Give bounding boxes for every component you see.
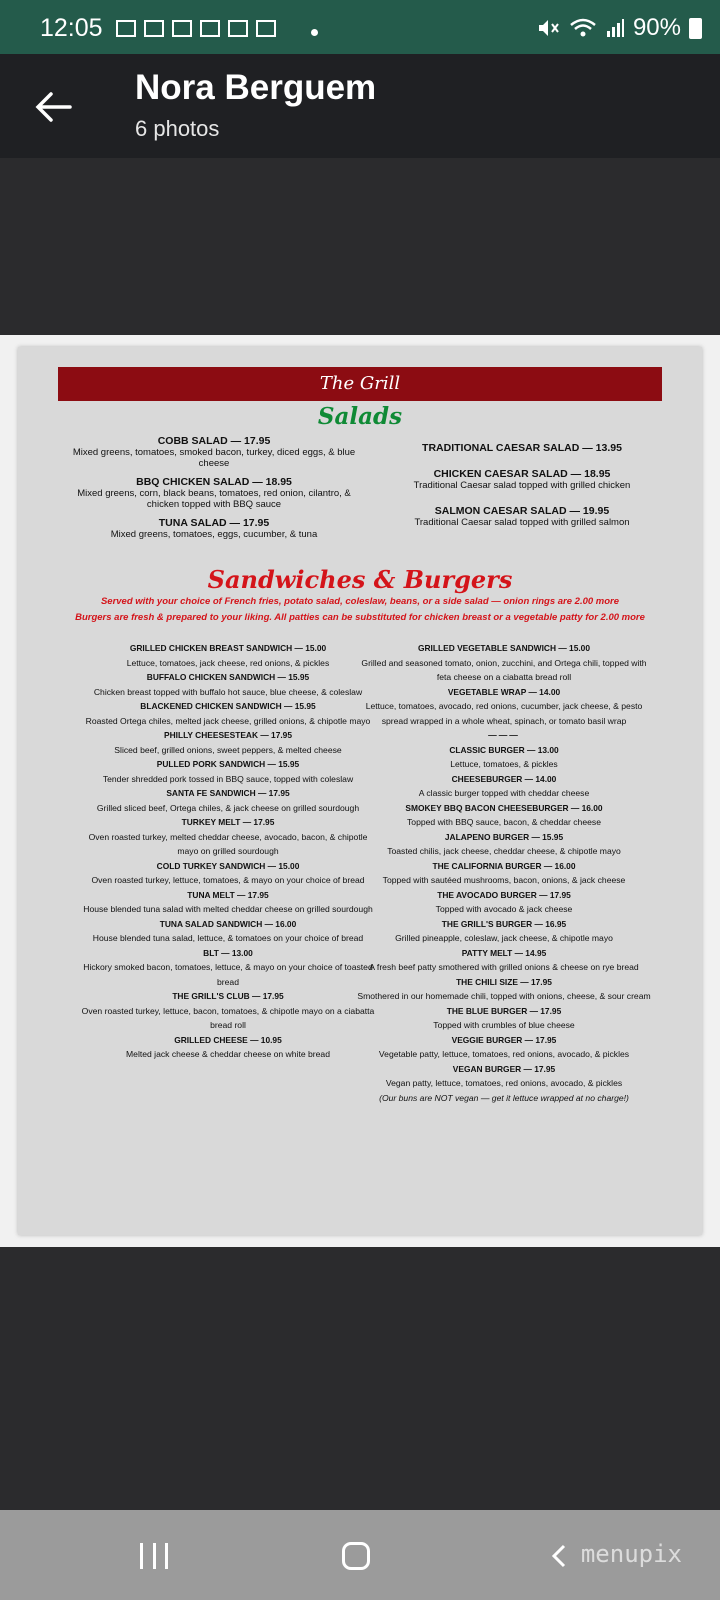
menu-item [64, 476, 364, 510]
item-name: VEGETABLE WRAP — 14.00 [447, 686, 561, 697]
item-name: VEGAN BURGER — 17.95 [452, 1063, 556, 1074]
menu-item [64, 435, 364, 469]
menu-item [78, 1033, 378, 1062]
grill-banner: The Grill [58, 367, 662, 401]
item-name: CHICKEN CAESAR SALAD — 18.95 [433, 468, 611, 480]
item-name: PHILLY CHEESESTEAK — 17.95 [164, 730, 292, 740]
item-name: BLACKENED CHICKEN SANDWICH — 15.95 [140, 701, 316, 711]
signal-icon [605, 18, 625, 38]
battery-percent: 90% [632, 14, 681, 41]
item-name: PATTY MELT — 14.95 [461, 947, 547, 958]
item-name: THE GRILL'S CLUB — 17.95 [172, 991, 284, 1001]
item-desc: Melted jack cheese & cheddar cheese on white bread [126, 1049, 330, 1059]
menu-item [372, 468, 672, 491]
salads-left-column [64, 435, 364, 547]
item-desc: Grilled pineapple, coleslaw, jack cheese, & chipotle mayo [395, 933, 613, 943]
news-icon [144, 20, 164, 37]
item-desc: House blended tuna salad, lettuce, & tomatoes on your choice of bread [92, 933, 364, 943]
item-name: THE CHILI SIZE — 17.95 [456, 976, 552, 987]
item-name: TRADITIONAL CAESAR SALAD — 13.95 [422, 442, 622, 454]
menu-item [354, 859, 654, 888]
news-icon [172, 20, 192, 37]
status-time: 12:05 [40, 14, 103, 42]
item-name: THE CALIFORNIA BURGER — 16.00 [432, 860, 576, 871]
menu-item [78, 989, 378, 1033]
menu-item [354, 685, 654, 729]
news-icon [228, 20, 248, 37]
item-desc: Topped with crumbles of blue cheese [433, 1020, 575, 1030]
item-name: PULLED PORK SANDWICH — 15.95 [156, 759, 300, 769]
menu-item [354, 1062, 654, 1091]
item-name: SMOKEY BBQ BACON CHEESEBURGER — 16.00 [405, 802, 603, 813]
item-name: VEGGIE BURGER — 17.95 [451, 1034, 557, 1045]
photo-count: 6 photos [135, 116, 220, 141]
item-desc: Oven roasted turkey, lettuce, bacon, tomatoes, & chipotle mayo on a ciabatta bread roll [81, 1005, 375, 1030]
item-desc: Hickory smoked bacon, tomatoes, lettuce, & mayo on your choice of toasted bread [83, 962, 373, 987]
menu-photo [18, 347, 702, 1235]
item-name: BUFFALO CHICKEN SANDWICH — 15.95 [146, 672, 310, 682]
item-name: TUNA SALAD — 17.95 [158, 517, 270, 529]
menu-item [354, 801, 654, 830]
status-bar [0, 0, 720, 54]
menu-item [354, 830, 654, 859]
item-desc: Vegan patty, lettuce, tomatoes, red onions, avocado, & pickles [385, 1078, 623, 1088]
menu-item [64, 517, 364, 540]
item-desc: House blended tuna salad with melted cheddar cheese on grilled sourdough [83, 904, 373, 914]
item-desc: Sliced beef, grilled onions, sweet peppers, & melted cheese [114, 744, 342, 755]
item-desc: Traditional Caesar salad topped with grilled chicken [413, 480, 631, 491]
item-name: GRILLED CHEESE — 10.95 [174, 1034, 282, 1045]
item-desc: Mixed greens, tomatoes, eggs, cucumber, & tuna [110, 529, 318, 540]
menu-item [354, 888, 654, 917]
item-name: SANTA FE SANDWICH — 17.95 [166, 788, 290, 798]
menu-item [354, 946, 654, 975]
navigation-bar [0, 1510, 720, 1600]
menu-item [78, 728, 378, 757]
burgers-note: Burgers are fresh & prepared to your liking. All patties can be substituted for chicken breast or a vegetable patty for 2.00 more [75, 612, 645, 623]
item-name: SALMON CAESAR SALAD — 19.95 [434, 505, 610, 517]
item-desc: A fresh beef patty smothered with grilled onions & cheese on rye bread [369, 962, 639, 972]
item-desc: Lettuce, tomatoes, & pickles [450, 759, 558, 769]
separator: ——— [488, 730, 520, 740]
item-desc: Grilled sliced beef, Ortega chiles, & jack cheese on grilled sourdough [96, 802, 360, 813]
item-desc: Grilled and seasoned tomato, onion, zucchini, and Ortega chili, topped with feta cheese on a ciabatta bread roll [361, 657, 647, 682]
item-name: THE BLUE BURGER — 17.95 [446, 1005, 562, 1016]
item-name: BBQ CHICKEN SALAD — 18.95 [136, 476, 292, 488]
menu-item [354, 975, 654, 1004]
nav-back-icon[interactable] [548, 1544, 572, 1568]
item-desc: Smothered in our homemade chili, topped with onions, cheese, & sour cream [357, 991, 651, 1001]
album-title: Nora Berguem [135, 68, 377, 107]
vegan-footnote: (Our buns are NOT vegan — get it lettuce wrapped at no charge!) [379, 1092, 629, 1103]
menu-item [78, 815, 378, 859]
news-icon [116, 20, 136, 37]
item-name: CLASSIC BURGER — 13.00 [449, 744, 559, 755]
menu-item [354, 1033, 654, 1062]
notification-icons [116, 20, 276, 37]
news-icon [256, 20, 276, 37]
item-desc: Lettuce, tomatoes, jack cheese, red onions, & pickles [126, 657, 330, 668]
item-name: TUNA SALAD SANDWICH — 16.00 [159, 918, 297, 929]
menu-item [354, 641, 654, 685]
burgers-column [354, 641, 654, 1105]
menu-item [354, 772, 654, 801]
menu-item [78, 917, 378, 946]
menu-item [78, 888, 378, 917]
item-desc: Mixed greens, tomatoes, smoked bacon, turkey, diced eggs, & blue cheese [72, 447, 356, 469]
wifi-icon [569, 18, 597, 38]
item-desc: Lettuce, tomatoes, avocado, red onions, cucumber, jack cheese, & pesto spread wrapped in a whole wheat, spinach, or tomato basil wrap [365, 701, 643, 726]
item-name: THE AVOCADO BURGER — 17.95 [437, 889, 571, 900]
item-desc: Topped with avocado & jack cheese [435, 904, 573, 914]
item-desc: Tender shredded pork tossed in BBQ sauce, topped with coleslaw [102, 773, 354, 784]
menu-item [78, 786, 378, 815]
back-arrow-icon[interactable] [34, 90, 72, 124]
item-desc: Roasted Ortega chiles, melted jack cheese, grilled onions, & chipotle mayo [85, 715, 371, 726]
item-desc: Traditional Caesar salad topped with grilled salmon [414, 517, 630, 528]
item-name: GRILLED VEGETABLE SANDWICH — 15.00 [417, 643, 591, 653]
gmail-icon [200, 20, 220, 37]
item-name: TURKEY MELT — 17.95 [181, 817, 275, 827]
item-name: THE GRILL'S BURGER — 16.95 [441, 918, 567, 929]
item-desc: Oven roasted turkey, lettuce, tomatoes, & mayo on your choice of bread [91, 875, 365, 885]
mute-icon [537, 18, 561, 38]
item-desc: A classic burger topped with cheddar cheese [418, 788, 590, 798]
menu-item [354, 1004, 654, 1033]
menu-item [354, 917, 654, 946]
salads-title: Salads [317, 403, 403, 430]
menu-item [354, 743, 654, 772]
status-right [537, 14, 702, 42]
item-name: BLT — 13.00 [203, 947, 253, 958]
sandwiches-column [78, 641, 378, 1062]
battery-icon [689, 18, 702, 39]
sides-note: Served with your choice of French fries, potato salad, coleslaw, beans, or a side salad — onion rings are 2.00 more [100, 596, 620, 607]
item-name: TUNA MELT — 17.95 [187, 889, 269, 900]
menupix-watermark: menupix [580, 1540, 682, 1568]
menu-item [78, 757, 378, 786]
item-name: COLD TURKEY SANDWICH — 15.00 [156, 860, 300, 871]
more-notifications-dot [311, 29, 318, 36]
item-name: GRILLED CHICKEN BREAST SANDWICH — 15.00 [129, 643, 327, 653]
menu-item [372, 505, 672, 528]
item-desc: Chicken breast topped with buffalo hot sauce, blue cheese, & coleslaw [93, 686, 363, 697]
home-icon[interactable] [342, 1542, 370, 1570]
app-bar [0, 54, 720, 158]
item-name: CHEESEBURGER — 14.00 [451, 773, 557, 784]
sandwiches-burgers-title: Sandwiches & Burgers [207, 565, 513, 594]
item-desc: Mixed greens, corn, black beans, tomatoes, red onion, cilantro, & chicken topped with BBQ sauce [77, 488, 351, 510]
menu-item [372, 442, 672, 454]
item-name: COBB SALAD — 17.95 [157, 435, 271, 447]
recent-apps-icon[interactable] [140, 1543, 168, 1569]
item-desc: Oven roasted turkey, melted cheddar cheese, avocado, bacon, & chipotle mayo on grilled sourdough [88, 831, 368, 856]
menu-item [78, 670, 378, 699]
salads-right-column [372, 442, 672, 535]
item-desc: Topped with BBQ sauce, bacon, & cheddar cheese [407, 817, 601, 827]
item-desc: Vegetable patty, lettuce, tomatoes, red onions, avocado, & pickles [378, 1049, 630, 1059]
item-name: JALAPENO BURGER — 15.95 [444, 831, 564, 842]
menu-item [78, 641, 378, 670]
photo-viewer[interactable] [0, 335, 720, 1247]
item-desc: Topped with sautéed mushrooms, bacon, onions, & jack cheese [382, 875, 626, 885]
menu-item [78, 859, 378, 888]
menu-item [78, 699, 378, 728]
item-desc: Toasted chilis, jack cheese, cheddar cheese, & chipotle mayo [387, 846, 621, 856]
menu-item [78, 946, 378, 990]
